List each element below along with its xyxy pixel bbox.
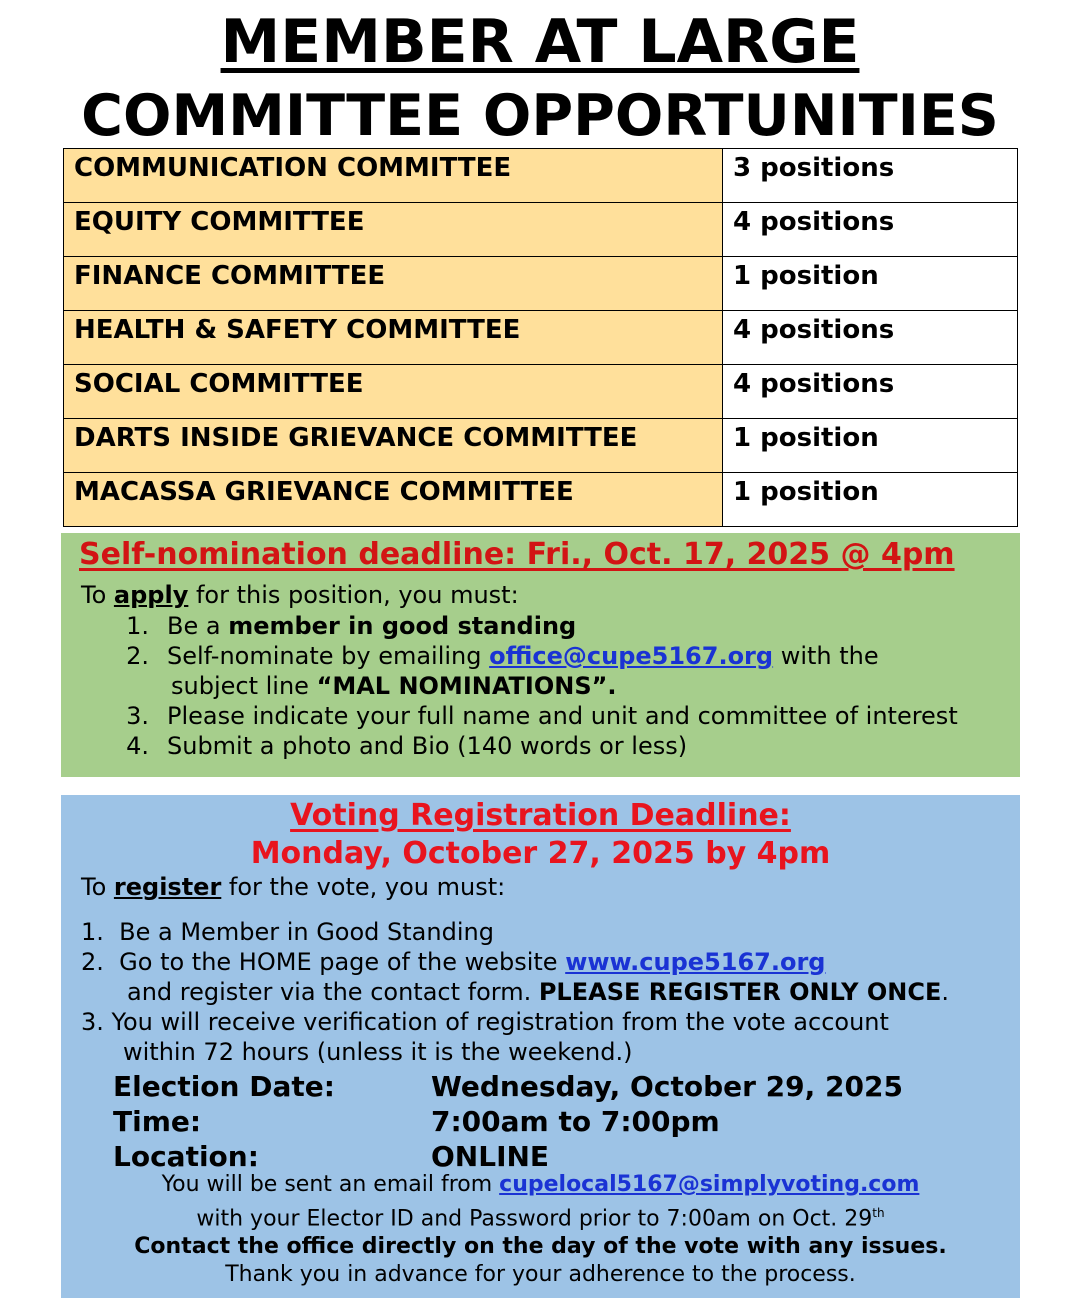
committee-positions: 1 position bbox=[723, 419, 1018, 473]
committee-name: FINANCE COMMITTEE bbox=[64, 257, 723, 311]
title-member-at-large: MEMBER AT LARGE bbox=[220, 7, 860, 77]
voting-steps: 1. Be a Member in Good Standing 2. Go to the HOME page of the website www.cupe5167.org and register via the contact form. PLEASE REGISTER ONLY ONCE. 3. You will receive verification of registration from the vote account within 72 hours (unless it is the weekend.) bbox=[81, 918, 950, 1066]
simplyvoting-email-link[interactable]: cupelocal5167@simplyvoting.com bbox=[499, 1172, 920, 1197]
election-location-row: Location: ONLINE bbox=[113, 1140, 550, 1173]
committee-name: HEALTH & SAFETY COMMITTEE bbox=[64, 311, 723, 365]
voting-deadline: Monday, October 27, 2025 by 4pm bbox=[250, 836, 831, 871]
committee-name: SOCIAL COMMITTEE bbox=[64, 365, 723, 419]
voting-section bbox=[61, 795, 1020, 1298]
list-item: 3. Please indicate your full name and unit and committee of interest bbox=[126, 702, 958, 730]
committee-positions: 4 positions bbox=[723, 203, 1018, 257]
table-row bbox=[64, 311, 1018, 365]
website-link[interactable]: www.cupe5167.org bbox=[565, 948, 826, 976]
election-time-row: Time: 7:00am to 7:00pm bbox=[113, 1105, 720, 1138]
title-committee-opportunities: COMMITTEE OPPORTUNITIES bbox=[81, 83, 999, 149]
list-item: 1. Be a Member in Good Standing bbox=[81, 918, 494, 946]
committee-name: EQUITY COMMITTEE bbox=[64, 203, 723, 257]
committee-positions: 3 positions bbox=[723, 149, 1018, 203]
list-item: 1. Be a member in good standing bbox=[126, 612, 577, 640]
table-row bbox=[64, 149, 1018, 203]
committee-name: DARTS INSIDE GRIEVANCE COMMITTEE bbox=[64, 419, 723, 473]
committee-name: COMMUNICATION COMMITTEE bbox=[64, 149, 723, 203]
table-row bbox=[64, 473, 1018, 527]
list-item: 4. Submit a photo and Bio (140 words or less) bbox=[126, 732, 688, 760]
committee-positions: 4 positions bbox=[723, 365, 1018, 419]
apply-keyword: apply bbox=[113, 581, 189, 609]
election-date-row: Election Date: Wednesday, October 29, 2025 bbox=[113, 1070, 903, 1103]
committee-positions: 4 positions bbox=[723, 311, 1018, 365]
nomination-intro: To apply for this position, you must: bbox=[81, 581, 519, 609]
table-row bbox=[64, 257, 1018, 311]
list-item: 2. Self-nominate by emailing office@cupe5167.org with the subject line “MAL NOMINATIONS”. bbox=[126, 642, 879, 700]
register-keyword: register bbox=[113, 873, 222, 901]
committee-name: MACASSA GRIEVANCE COMMITTEE bbox=[64, 473, 723, 527]
committee-positions: 1 position bbox=[723, 257, 1018, 311]
table-row bbox=[64, 203, 1018, 257]
voting-footer: You will be sent an email from cupelocal5167@simplyvoting.com with your Elector ID and Password prior to 7:00am on Oct. 29th Contact the office directly on the day of the vote with any issues. Thank you in advance for your adherence to the process. bbox=[134, 1172, 947, 1288]
committee-positions: 1 position bbox=[723, 473, 1018, 527]
list-item: 2. Go to the HOME page of the website www.cupe5167.org bbox=[81, 948, 826, 976]
list-item: 3. You will receive verification of registration from the vote account bbox=[81, 1008, 889, 1036]
committee-table bbox=[63, 148, 1018, 527]
nomination-section bbox=[61, 533, 1020, 777]
voting-intro: To register for the vote, you must: bbox=[81, 873, 506, 901]
office-email-link[interactable]: office@cupe5167.org bbox=[489, 642, 774, 670]
table-row bbox=[64, 365, 1018, 419]
nomination-deadline: Self-nomination deadline: Fri., Oct. 17, 2025 @ 4pm bbox=[79, 537, 955, 572]
election-info bbox=[113, 1069, 903, 1174]
voting-heading: Voting Registration Deadline: bbox=[290, 798, 791, 833]
table-row bbox=[64, 419, 1018, 473]
nomination-steps bbox=[109, 611, 958, 761]
